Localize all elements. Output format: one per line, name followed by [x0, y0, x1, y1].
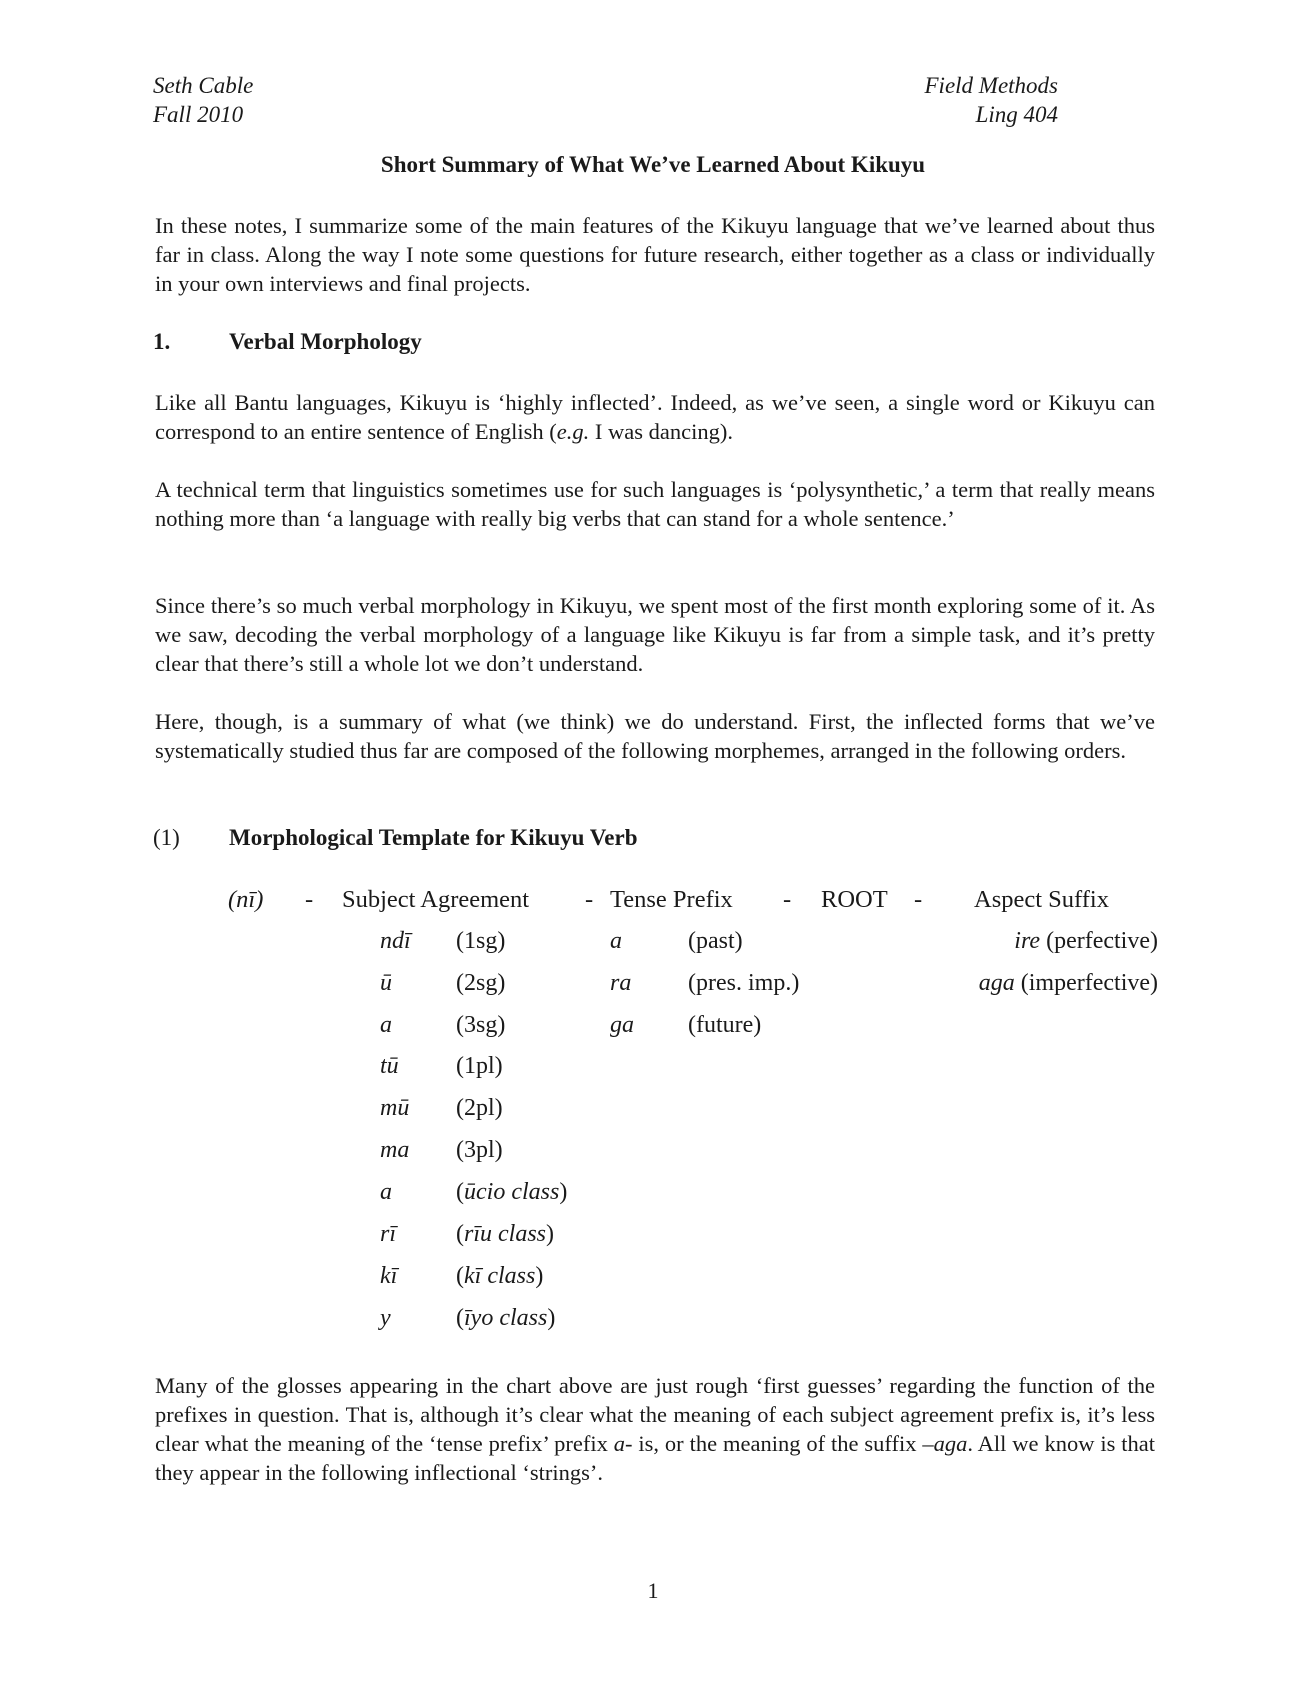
paragraph-polysynthetic: A technical term that linguistics sometimes use for such languages is ‘polysynthetic,’ a term that really means nothing more than ‘a language with really big verbs that can stand for a whole sentence.’ [155, 477, 1155, 531]
example-number: (1) [153, 825, 180, 850]
template-root: ROOT [821, 886, 888, 913]
aspect-gloss: (imperfective) [1014, 970, 1158, 996]
sa-gloss: (3pl) [456, 1137, 503, 1163]
paragraph-summary: Here, though, is a summary of what (we think) we do understand. First, the inflected forms that we’ve systematically studied thus far are composed of the following morphemes, arranged in the following orders. [155, 709, 1155, 763]
sa-morpheme: rī [380, 1221, 397, 1247]
suffix-aga: –aga [922, 1431, 968, 1456]
document-title: Short Summary of What We’ve Learned About Kikuyu [380, 152, 926, 177]
sa-morpheme: ndī [380, 928, 411, 954]
gloss-paren: ) [559, 1179, 568, 1205]
focus-marker-text: (nī) [228, 886, 264, 913]
tense-gloss: (pres. imp.) [688, 970, 800, 996]
example-heading: Morphological Template for Kikuyu Verb [229, 825, 638, 850]
tense-morpheme: ra [610, 970, 632, 996]
paragraph-bantu [155, 388, 1155, 446]
page-number: 1 [647, 1578, 659, 1603]
template-focus-marker [228, 886, 263, 914]
aspect-morpheme: ire [1014, 928, 1041, 954]
paragraph-bantu-text-2: I was dancing). [589, 419, 733, 444]
tense-gloss: (future) [688, 1012, 762, 1038]
sa-morpheme: a [380, 1012, 392, 1038]
section-number: 1. [153, 329, 171, 354]
closing-text-3: . All we know is that they appear in the following inflectional ‘strings’. [155, 1431, 1155, 1485]
gloss-class-name: kī class [464, 1263, 536, 1289]
course-number: Ling 404 [975, 102, 1058, 127]
tense-gloss: (past) [688, 928, 743, 954]
sa-gloss [456, 1221, 554, 1248]
template-dash-3: - [783, 886, 792, 913]
course-title: Field Methods [924, 73, 1058, 98]
sa-morpheme: a [380, 1179, 392, 1205]
section-heading: Verbal Morphology [229, 329, 422, 354]
sa-gloss: (3sg) [456, 1012, 506, 1038]
sa-morpheme: ma [380, 1137, 410, 1163]
paragraph-bantu-text-1: Like all Bantu languages, Kikuyu is ‘highly inflected’. Indeed, as we’ve seen, a single word or Kikuyu can correspond to an entire sentence of English ( [155, 390, 1155, 444]
template-aspect-suffix: Aspect Suffix [974, 886, 1109, 913]
closing-text-2: is, or the meaning of the suffix [632, 1431, 923, 1456]
intro-paragraph: In these notes, I summarize some of the main features of the Kikuyu language that we’ve learned about thus far in class. Along the way I note some questions for future research, either together as a class or individually in your own interviews and final projects. [155, 213, 1155, 296]
prefix-a: a- [613, 1431, 633, 1456]
sa-gloss [456, 1263, 543, 1290]
sa-morpheme: tū [380, 1053, 399, 1079]
template-dash-1: - [305, 886, 314, 913]
closing-text-1: Many of the glosses appearing in the chart above are just rough ‘first guesses’ regarding the function of the prefixes in question. That is, although it’s clear what the meaning of each subject agreement prefix is, it’s less clear what the meaning of the ‘tense prefix’ prefix [155, 1373, 1155, 1456]
gloss-class-name: ūcio class [464, 1179, 560, 1205]
template-dash-4: - [914, 886, 923, 913]
sa-gloss: (1pl) [456, 1053, 503, 1079]
paragraph-glosses [155, 1371, 1155, 1487]
sa-morpheme: y [380, 1305, 391, 1331]
sa-morpheme: mū [380, 1095, 410, 1121]
aspect-item [1014, 928, 1158, 955]
term: Fall 2010 [153, 102, 244, 127]
template-subject-agreement: Subject Agreement [342, 886, 530, 913]
template-dash-2: - [585, 886, 594, 913]
sa-gloss [456, 1305, 555, 1332]
gloss-paren: ) [547, 1305, 556, 1331]
gloss-paren: ( [456, 1179, 464, 1205]
sa-morpheme: kī [380, 1263, 398, 1289]
aspect-morpheme: aga [978, 970, 1015, 996]
paragraph-verbal-morphology: Since there’s so much verbal morphology in Kikuyu, we spent most of the first month exploring some of it. As we saw, decoding the verbal morphology of a language like Kikuyu is far from a simple task, and it’s pretty clear that there’s still a whole lot we don’t understand. [155, 593, 1155, 676]
gloss-paren: ( [456, 1221, 464, 1247]
sa-gloss: (1sg) [456, 928, 506, 954]
gloss-paren: ( [456, 1305, 464, 1331]
sa-morpheme: ū [380, 970, 392, 996]
sa-gloss [456, 1179, 567, 1206]
gloss-paren: ) [535, 1263, 544, 1289]
tense-morpheme: ga [610, 1012, 634, 1038]
tense-morpheme: a [610, 928, 622, 954]
sa-gloss: (2pl) [456, 1095, 503, 1121]
gloss-class-name: īyo class [464, 1305, 548, 1331]
gloss-class-name: rīu class [464, 1221, 547, 1247]
author-name: Seth Cable [153, 73, 254, 98]
aspect-gloss: (perfective) [1040, 928, 1158, 954]
eg-abbreviation: e.g. [556, 419, 590, 444]
template-tense-prefix: Tense Prefix [610, 886, 733, 913]
gloss-paren: ) [546, 1221, 555, 1247]
gloss-paren: ( [456, 1263, 464, 1289]
sa-gloss: (2sg) [456, 970, 506, 996]
aspect-item [979, 970, 1158, 997]
